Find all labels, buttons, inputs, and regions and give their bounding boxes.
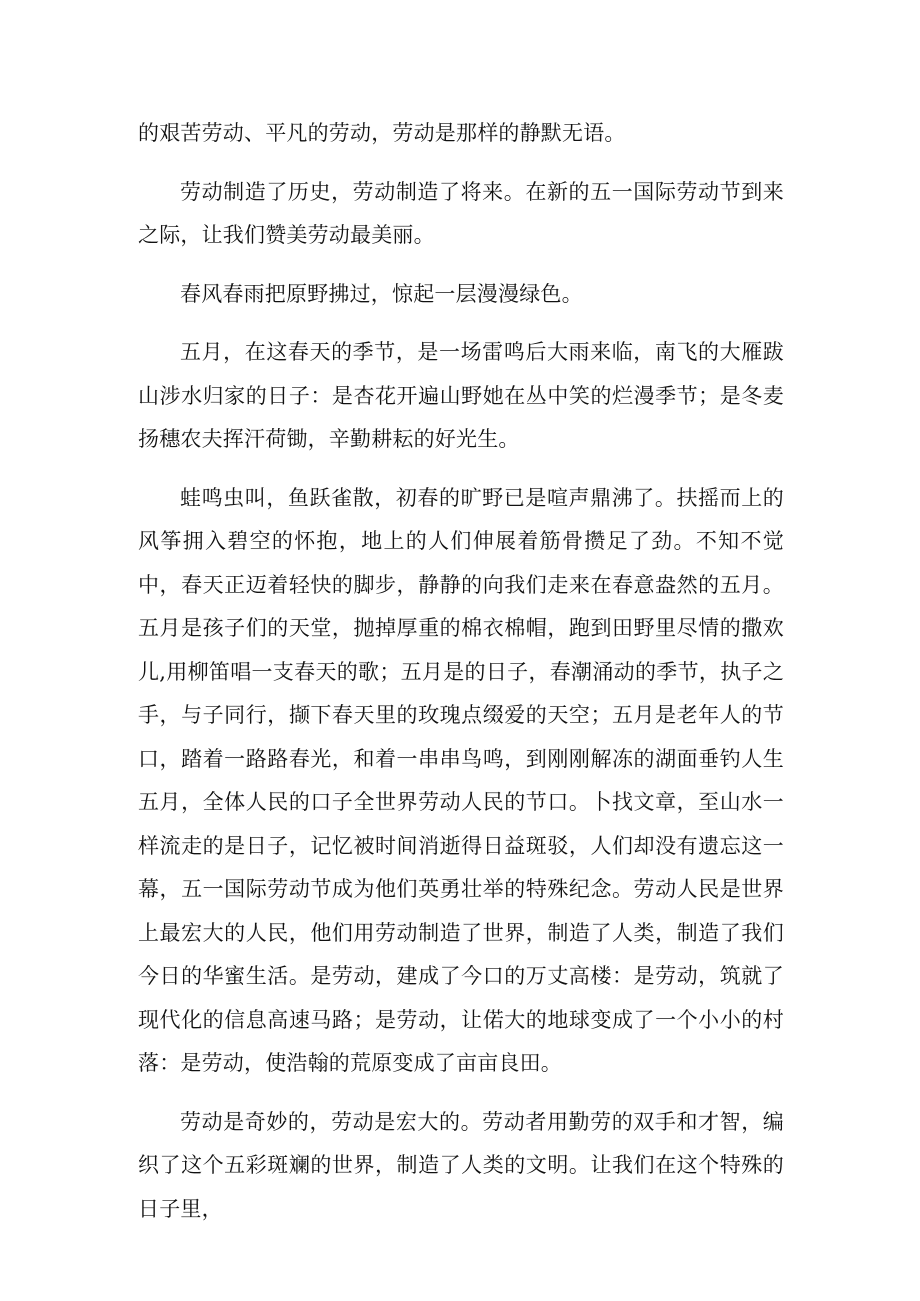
paragraph-labor-wonderful: 劳动是奇妙的，劳动是宏大的。劳动者用勤劳的双手和才智，编织了这个五彩斑斓的世界，制造了人类的文明。让我们在这个特殊的日子里， bbox=[138, 1109, 784, 1221]
paragraph-continuation: 的艰苦劳动、平凡的劳动，劳动是那样的静默无语。 bbox=[138, 121, 626, 145]
paragraph-spring-wind: 春风春雨把原野拂过，惊起一层漫漫绿色。 bbox=[180, 281, 583, 306]
paragraph-may-season: 五月，在这春天的季节，是一场雷鸣后大雨来临，南飞的大雁跋山涉水归家的日子：是杏花开遍山野她在丛中笑的烂漫季节；是冬麦扬穗农夫挥汗荷锄，辛勤耕耘的好光生。 bbox=[138, 340, 784, 451]
paragraph-labor-history: 劳动制造了历史，劳动制造了将来。在新的五一国际劳动节到来之际，让我们赞美劳动最美丽。 bbox=[138, 179, 784, 247]
document-body bbox=[138, 112, 784, 1246]
paragraph-early-spring: 蛙鸣虫叫，鱼跃雀散，初春的旷野已是喧声鼎沸了。扶摇而上的风筝拥入碧空的怀抱，地上的人们伸展着筋骨攒足了劲。不知不觉中，春天正迈着轻快的脚步，静静的向我们走来在春意盎然的五月。五月是孩子们的天堂，抛掉厚重的棉衣棉帽，跑到田野里尽情的撒欢儿,用柳笛唱一支春天的歌；五月是的日子，春潮涌动的季节，执子之手，与子同行，撷下春天里的玫瑰点缀爱的天空；五月是老年人的节口，踏着一路路春光，和着一串串鸟鸣，到刚刚解冻的湖面垂钓人生五月，全体人民的口子全世界劳动人民的节口。卜找文章，至山水一样流走的是日子，记忆被时间消逝得日益斑驳，人们却没有遗忘这一幕，五一国际劳动节成为他们英勇壮举的特殊纪念。劳动人民是世界上最宏大的人民，他们用劳动制造了世界，制造了人类，制造了我们今日的华蜜生活。是劳动，建成了今口的万丈高楼：是劳动，筑就了现代化的信息高速马路；是劳动，让偌大的地球变成了一个小小的村落：是劳动，使浩翰的荒原变成了亩亩良田。 bbox=[138, 485, 784, 1075]
